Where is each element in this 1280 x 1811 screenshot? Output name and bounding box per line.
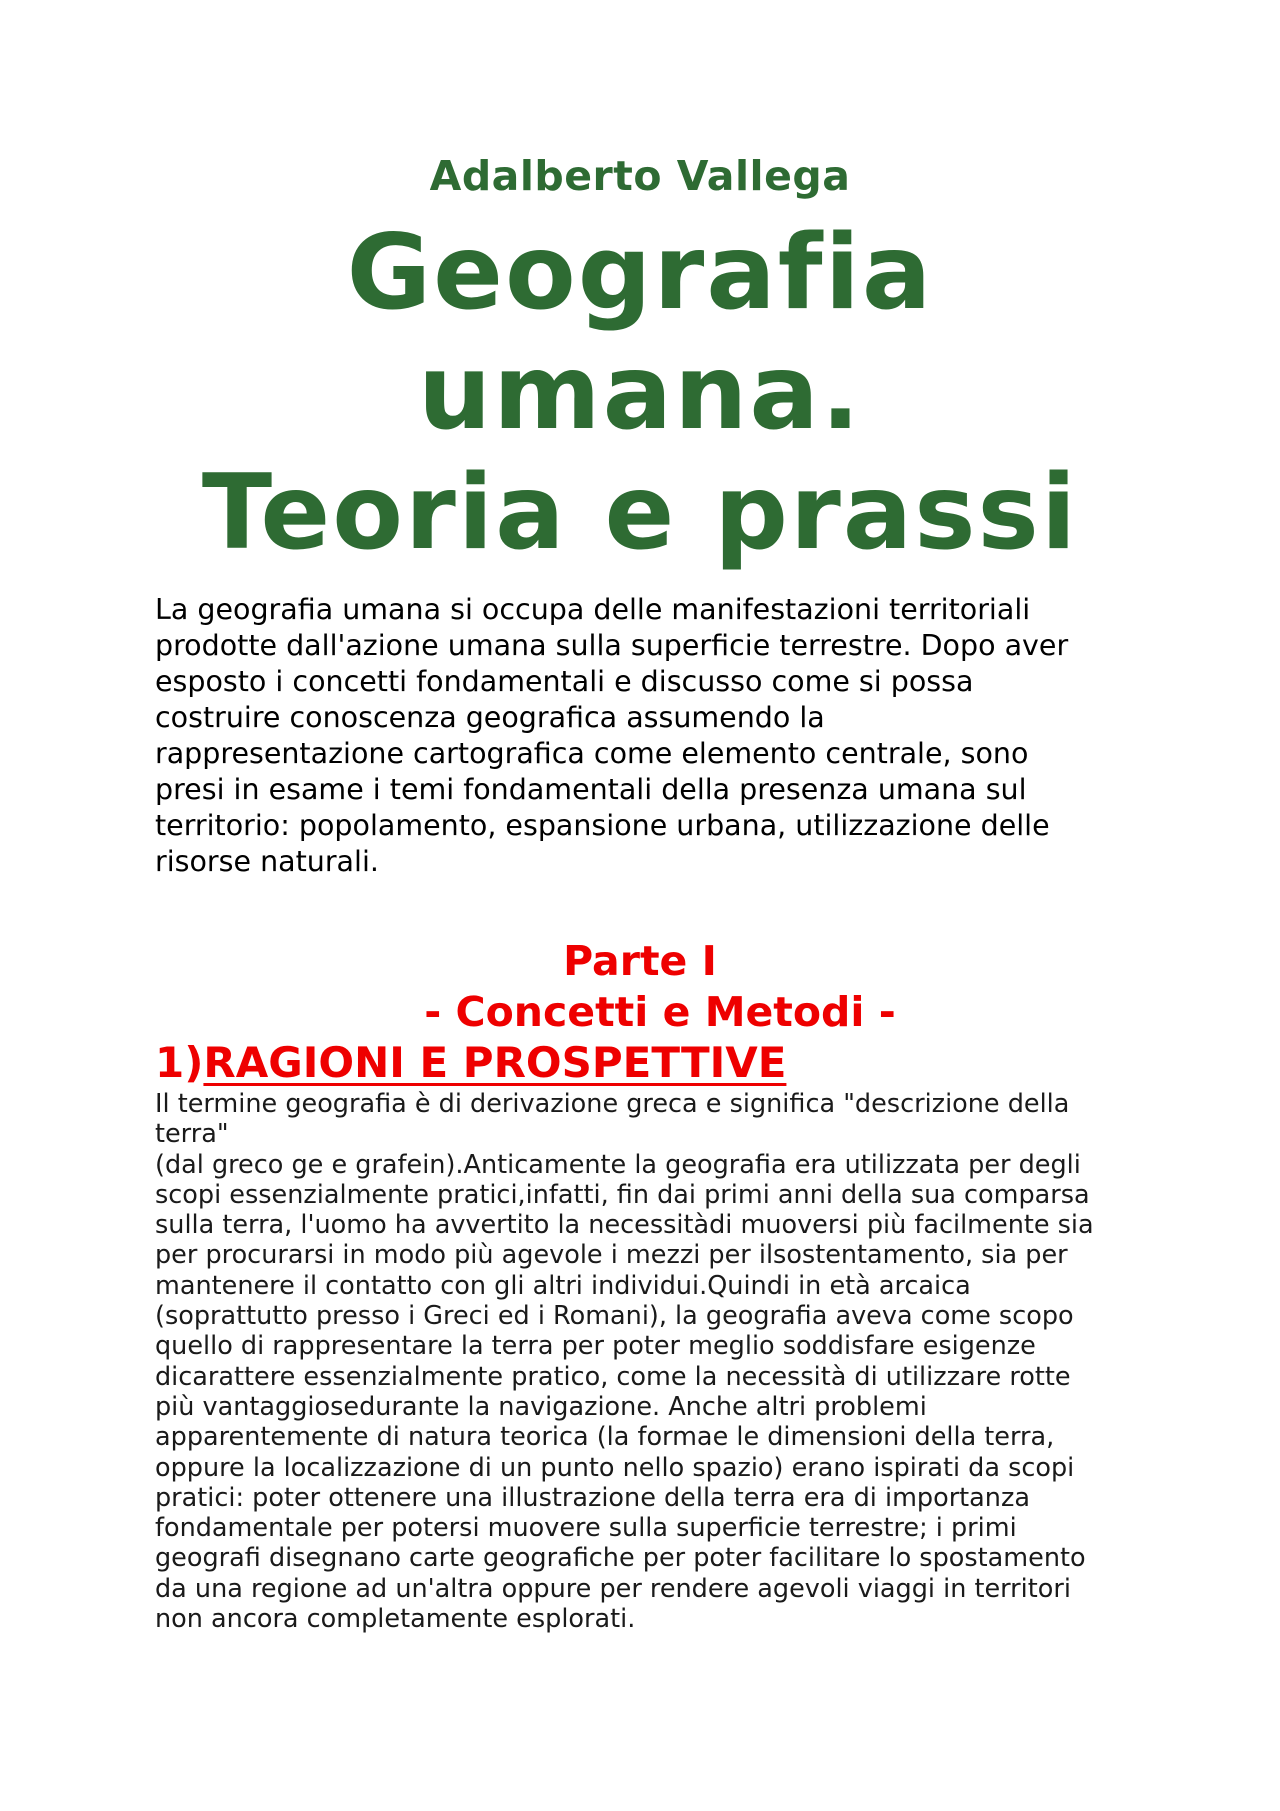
body-line: dicarattere essenzialmente pratico, come la necessità di utilizzare rotte — [155, 1361, 1071, 1392]
abstract-line: territorio: popolamento, espansione urbana, utilizzazione delle — [155, 809, 1050, 842]
author-name: Adalberto Vallega — [429, 152, 851, 200]
body-line: geografi disegnano carte geografiche per poter facilitare lo spostamento — [155, 1543, 1086, 1574]
body-line: sulla terra, l'uomo ha avvertito la necessitàdi muoversi più facilmente sia — [155, 1210, 1094, 1241]
body-line: (soprattutto presso i Greci ed i Romani), la geografia aveva come scopo — [155, 1301, 1074, 1332]
body-line: quello di rappresentare la terra per poter meglio soddisfare esigenze — [155, 1331, 1036, 1362]
abstract-paragraph — [155, 592, 1145, 880]
part-label: Parte I — [563, 937, 717, 985]
body-paragraph — [155, 1089, 1155, 1634]
abstract-line: esposto i concetti fondamentali e discusso come si possa — [155, 665, 974, 698]
body-line: terra" — [155, 1119, 229, 1150]
abstract-line: costruire conoscenza geografica assumendo la — [155, 701, 825, 734]
body-line: (dal greco ge e grafein).Anticamente la geografia era utilizzata per degli — [155, 1149, 1081, 1180]
body-line: scopi essenzialmente pratici,infatti, fin dai primi anni della sua comparsa — [155, 1179, 1090, 1210]
body-line: per procurarsi in modo più agevole i mezzi per ilsostentamento, sia per — [155, 1240, 1068, 1271]
part-subtitle: - Concetti e Metodi - — [424, 988, 896, 1036]
body-line: Il termine geografia è di derivazione greca e significa "descrizione della — [155, 1089, 1070, 1119]
body-line: fondamentale per potersi muovere sulla superficie terrestre; i primi — [155, 1513, 1017, 1544]
document-title — [0, 213, 1280, 573]
title-line: umana. — [417, 333, 863, 453]
title-line: Teoria e prassi — [201, 453, 1079, 573]
abstract-line: risorse naturali. — [155, 845, 379, 878]
body-line: pratici: poter ottenere una illustrazione della terra era di importanza — [155, 1482, 1030, 1513]
abstract-line: prodotte dall'azione umana sulla superficie terrestre. Dopo aver — [155, 629, 1069, 662]
section-title: RAGIONI E PROSPETTIVE — [203, 1038, 787, 1087]
section-number: 1) — [155, 1038, 204, 1087]
body-line: mantenere il contatto con gli altri individui.Quindi in età arcaica — [155, 1270, 971, 1301]
body-line: oppure la localizzazione di un punto nello spazio) erano ispirati da scopi — [155, 1452, 1075, 1483]
abstract-line: presi in esame i temi fondamentali della presenza umana sul — [155, 773, 1027, 806]
body-line: più vantaggiosedurante la navigazione. Anche altri problemi — [155, 1391, 927, 1422]
title-line: Geografia — [346, 213, 934, 333]
abstract-line: La geografia umana si occupa delle manifestazioni territoriali — [155, 593, 1031, 626]
abstract-line: rappresentazione cartografica come elemento centrale, sono — [155, 737, 1029, 770]
part-heading — [0, 936, 1280, 1038]
body-line: non ancora completamente esplorati. — [155, 1604, 636, 1635]
body-line: apparentemente di natura teorica (la formae le dimensioni della terra, — [155, 1422, 1055, 1453]
section-heading — [155, 1037, 786, 1089]
body-line: da una regione ad un'altra oppure per rendere agevoli viaggi in territori — [155, 1573, 1071, 1604]
